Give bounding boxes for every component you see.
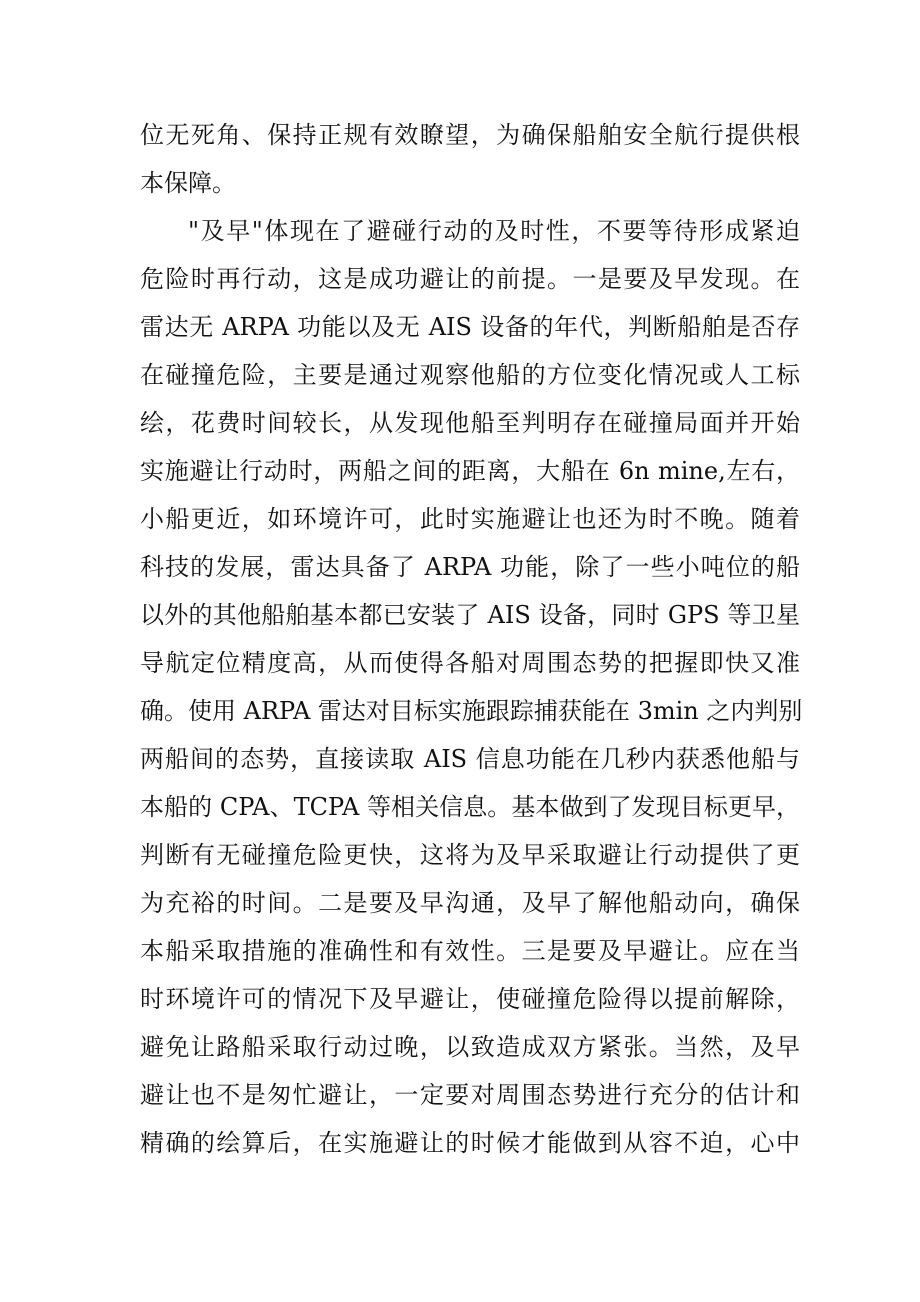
text-line: 危险时再行动，这是成功避让的前提。一是要及早发现。在: [140, 265, 800, 293]
text-line: 以外的其他船舶基本都已安装了 AIS 设备，同时 GPS 等卫星: [140, 601, 800, 629]
text-line: 精确的绘算后，在实施避让的时候才能做到从容不迫，心中: [140, 1129, 800, 1157]
paragraph-first-line: "及早"体现在了避碰行动的及时性，不要等待形成紧迫: [188, 217, 800, 245]
text-line: 避免让路船采取行动过晚，以致造成双方紧张。当然，及早: [140, 1033, 800, 1061]
text-line: 实施避让行动时，两船之间的距离，大船在 6n mine,左右，: [140, 457, 800, 485]
text-line: 在碰撞危险，主要是通过观察他船的方位变化情况或人工标: [140, 361, 800, 389]
text-line: 避让也不是匆忙避让，一定要对周围态势进行充分的估计和: [140, 1081, 800, 1109]
text-line: 判断有无碰撞危险更快，这将为及早采取避让行动提供了更: [140, 841, 800, 869]
text-line: 本船采取措施的准确性和有效性。三是要及早避让。应在当: [140, 937, 800, 965]
text-line: 科技的发展，雷达具备了 ARPA 功能，除了一些小吨位的船: [140, 553, 800, 581]
text-line: 为充裕的时间。二是要及早沟通，及早了解他船动向，确保: [140, 889, 800, 917]
text-line: 绘，花费时间较长，从发现他船至判明存在碰撞局面并开始: [140, 409, 800, 437]
body-text: [140, 111, 803, 1167]
text-line: 雷达无 ARPA 功能以及无 AIS 设备的年代，判断船舶是否存: [140, 313, 800, 341]
text-line: 导航定位精度高，从而使得各船对周围态势的把握即快又准: [140, 649, 800, 677]
text-line: 小船更近，如环境许可，此时实施避让也还为时不晚。随着: [140, 505, 800, 533]
text-line: 位无死角、保持正规有效瞭望，为确保船舶安全航行提供根: [140, 121, 800, 149]
text-line: 本保障。: [140, 169, 236, 197]
text-line: 本船的 CPA、TCPA 等相关信息。基本做到了发现目标更早，: [140, 793, 800, 821]
text-line: 时环境许可的情况下及早避让，使碰撞危险得以提前解除，: [140, 985, 800, 1013]
text-line: 确。使用 ARPA 雷达对目标实施跟踪捕获能在 3min 之内判别: [140, 697, 803, 725]
text-line: 两船间的态势，直接读取 AIS 信息功能在几秒内获悉他船与: [140, 745, 800, 773]
